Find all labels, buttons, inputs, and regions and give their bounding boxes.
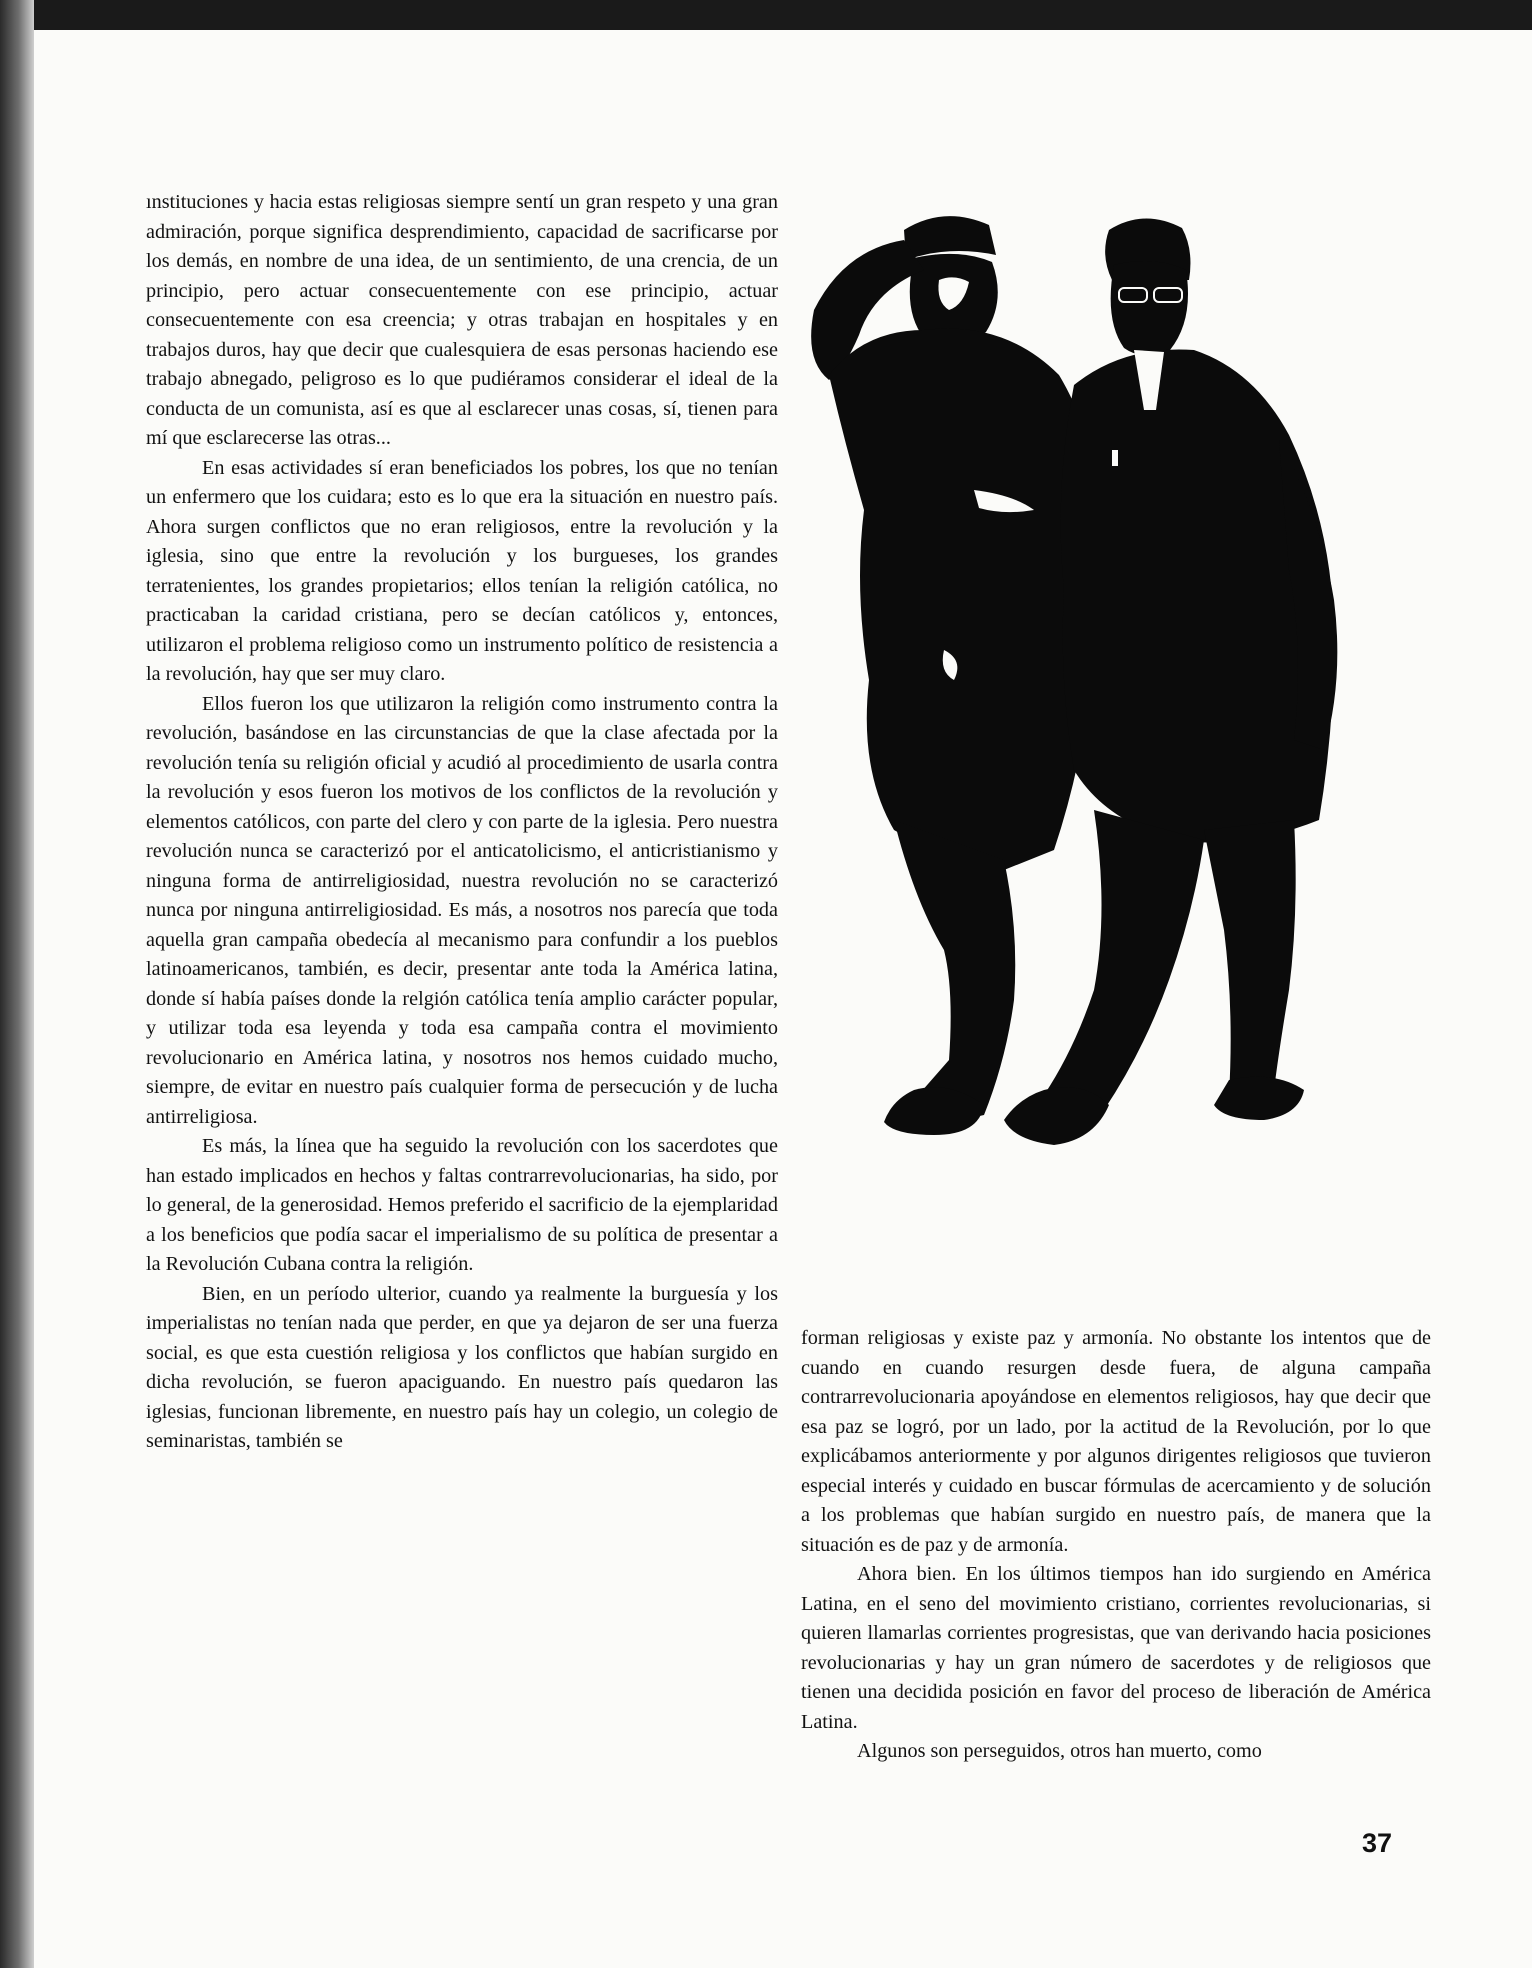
paragraph: Ellos fueron los que utilizaron la religión como instrumento contra la revolución, basándose en las circunstancias de que la clase afectada por la revolución tenía su religión oficial y acudió al procedimiento de usarla contra la revolución y esos fueron los motivos de los conflictos de la revolución y elementos católicos, con parte del clero y con parte de la iglesia. Pero nuestra revolución nunca se caracterizó por el anticatolicismo, el anticristianismo y ninguna forma de antirreligiosidad, nuestra revolución no se caracterizó nunca por ninguna antirreligiosidad. Es más, a nosotros nos parecía que toda aquella gran campaña obedecía al mecanismo para confundir a los pueblos latinoamericanos, también, es decir, presentar ante toda la América latina, donde sí había países donde la relgión católica tenía amplio carácter popular, y utilizar toda esa leyenda y toda esa campaña contra el movimiento revolucionario en América latina, y nosotros nos hemos cuidado mucho, siempre, de evitar en nuestro país cualquier forma de persecución y de lucha antirreligiosa.	[146, 692, 778, 1128]
two-men-walking-silhouette-icon	[774, 210, 1454, 1290]
paragraph: Algunos son perseguidos, otros han muerto, como	[857, 1740, 1262, 1762]
right-figure-back-shoe	[1214, 1077, 1304, 1120]
right-figure-coat	[1061, 349, 1334, 842]
right-figure-back-leg	[1204, 820, 1296, 1095]
paragraph: ınstituciones y hacia estas religiosas siempre sentí un gran respeto y una gran admiración, porque significa desprendimiento, capacidad de sacrificarse por los demás, en nombre de una idea, de un sentimiento, de una crencia, de un principio, pero actuar consecuentemente con ese principio, actuar consecuentemente con esa creencia; y otras trabajan en hospitales y en trabajos duros, hay que decir que cualesquiera de esas personas haciendo ese trabajo abnegado, peligroso es lo que pudiéramos considerar el ideal de la conducta de un comunista, así es que al esclarecer unas cosas, sí, tienen para mí que esclarecerse las otras...	[146, 191, 778, 449]
right-figure-front-shoe	[1004, 1087, 1109, 1145]
paragraph: forman religiosas y existe paz y armonía. No obstante los intentos que de cuando en cuando resurgen desde fuera, de alguna campaña contrarrevolucionaria apoyándose en elementos religiosos, hay que decir que esa paz se logró, por un lado, por la actitud de la Revolución, por lo que explicábamos anteriormente y por algunos dirigentes religiosos que tuvieron especial interés y cuidado en buscar fórmulas de acercamiento y de solución a los problemas que habían surgido en nuestro país, de manera que la situación es de paz y de armonía.	[801, 1327, 1431, 1556]
right-figure-legs	[1043, 810, 1204, 1130]
paragraph: Ahora bien. En los últimos tiempos han ido surgiendo en América Latina, en el seno del movimiento cristiano, corrientes revolucionarias, si quieren llamarlas corrientes progresistas, que van derivando hacia posiciones revolucionarias y hay un gran número de sacerdotes y de religiosos que tienen una decidida posición en favor del proceso de liberación de América Latina.	[801, 1563, 1431, 1733]
left-figure-cap	[904, 216, 996, 260]
book-page	[34, 30, 1532, 1968]
right-text-column	[801, 1324, 1431, 1767]
right-figure-head	[1111, 261, 1188, 356]
left-figure-coat	[829, 328, 1097, 870]
right-figure-button	[1112, 450, 1118, 466]
right-figure-glasses	[1119, 288, 1147, 302]
left-text-column	[146, 188, 778, 1457]
paragraph: En esas actividades sí eran beneficiados los pobres, los que no tenían un enfermero que los cuidara; esto es lo que era la situación en nuestro país. Ahora surgen conflictos que no eran religiosos, entre la revolución y la iglesia, sino que entre la revolución y los burgueses, los grandes terratenientes, los grandes propietarios; ellos tenían la religión católica, no practicaban la caridad cristiana, pero se decían católicos y, entonces, utilizaron el problema religioso como un instrumento político de resistencia a la revolución, hay que ser muy claro.	[146, 456, 778, 685]
paragraph: Es más, la línea que ha seguido la revolución con los sacerdotes que han estado implicados en hechos y faltas contrarrevolucionarias, ha sido, por lo general, de la generosidad. Hemos preferido el sacrificio de la ejemplaridad a los beneficios que podía sacar el imperialismo de su política de presentar a la Revolución Cubana contra la religión.	[146, 1135, 778, 1275]
left-figure-legs	[894, 820, 1015, 1125]
page-number: 37	[1362, 1828, 1393, 1858]
paragraph: Bien, en un período ulterior, cuando ya realmente la burguesía y los imperialistas no tenían nada que perder, en que ya dejaron de ser una fuerza social, es que esta cuestión religiosa y los conflictos que habían surgido en dicha revolución, se fueron apaciguando. En nuestro país quedaron las iglesias, funcionan libremente, en nuestro país hay un colegio, un colegio de seminaristas, también se	[146, 1282, 778, 1452]
scan-edge-shadow	[0, 0, 34, 1968]
